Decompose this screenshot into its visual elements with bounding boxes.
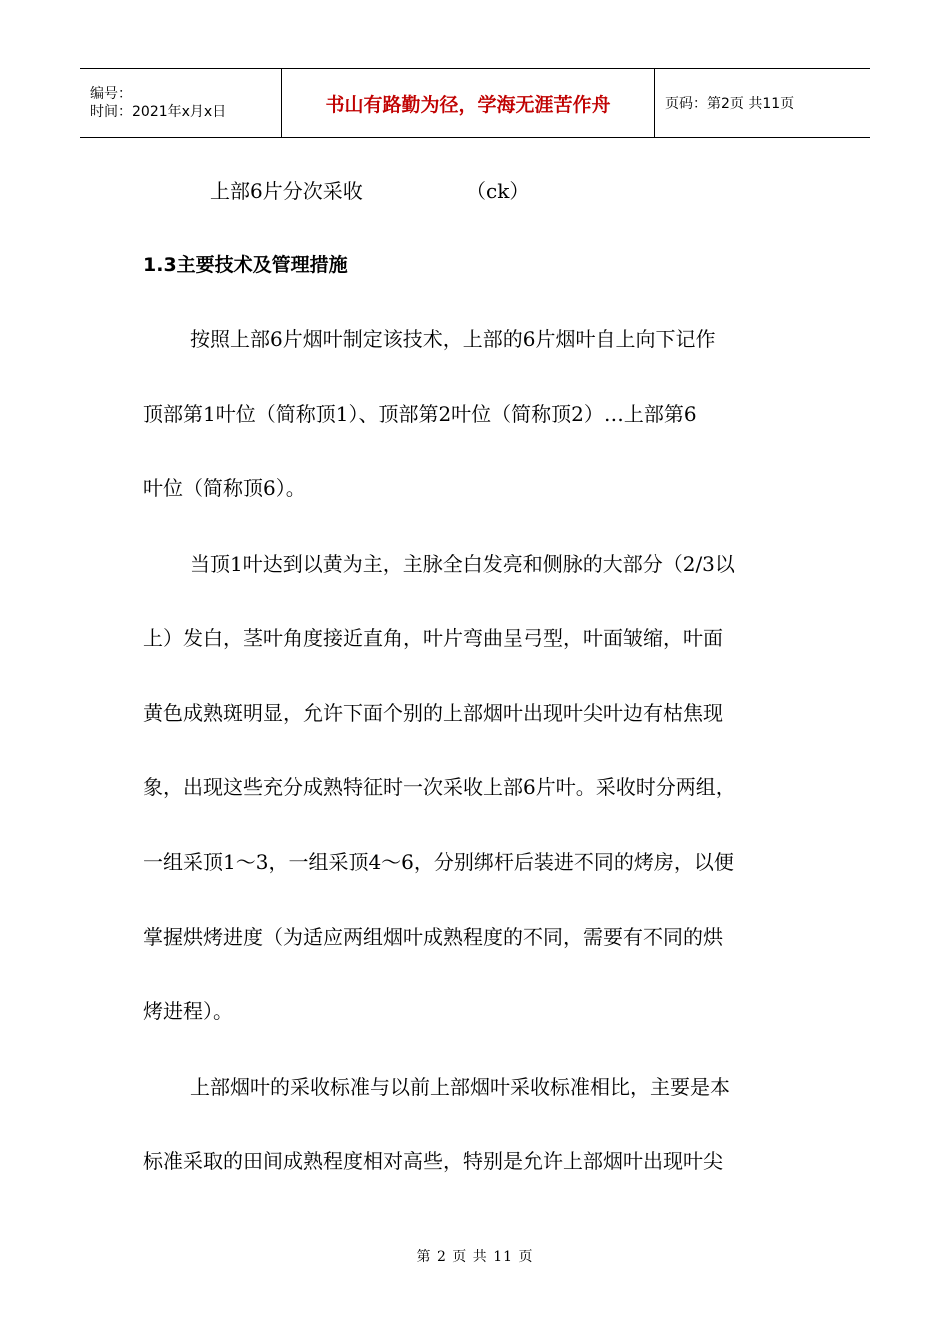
paragraph-line: 象，出现这些充分成熟特征时一次采收上部6片叶。采收时分两组，	[143, 775, 736, 799]
header-page-info: 页码：第2页 共11页	[665, 96, 795, 112]
paragraph-line: 黄色成熟斑明显，允许下面个别的上部烟叶出现叶尖叶边有枯焦现	[143, 701, 723, 725]
paragraph-line: 上部烟叶的采收标准与以前上部烟叶采收标准相比，主要是本	[190, 1075, 730, 1099]
page-header	[80, 68, 870, 138]
paragraph-line: 标准采取的田间成熟程度相对高些，特别是允许上部烟叶出现叶尖	[143, 1149, 723, 1173]
paragraph-line: 上）发白，茎叶角度接近直角，叶片弯曲呈弓型，叶面皱缩，叶面	[143, 626, 723, 650]
paragraph-line: 一组采顶1～3，一组采顶4～6，分别绑杆后装进不同的烤房，以便	[143, 850, 734, 874]
document-number-label: 编号：	[90, 86, 132, 102]
header-meta	[80, 69, 282, 137]
section-subtitle: 上部6片分次采收	[210, 179, 363, 203]
paragraph-line: 烤进程）。	[143, 999, 233, 1023]
paragraph-line: 叶位（简称顶6）。	[143, 476, 306, 500]
section-heading: 1.3主要技术及管理措施	[143, 254, 348, 276]
paragraph-line: 当顶1叶达到以黄为主，主脉全白发亮和侧脉的大部分（2/3以	[190, 552, 735, 576]
section-subtitle-ck: （ck）	[466, 179, 530, 203]
paragraph-line: 按照上部6片烟叶制定该技术，上部的6片烟叶自上向下记作	[190, 327, 716, 351]
header-motto: 书山有路勤为径，学海无涯苦作舟	[282, 69, 655, 137]
paragraph-line: 顶部第1叶位（简称顶1）、顶部第2叶位（简称顶2）…上部第6	[143, 402, 697, 426]
paragraph-line: 掌握烘烤进度（为适应两组烟叶成熟程度的不同，需要有不同的烘	[143, 925, 723, 949]
document-time-label: 时间：2021年x月x日	[90, 104, 227, 120]
page-footer: 第 2 页 共 11 页	[416, 1249, 534, 1265]
